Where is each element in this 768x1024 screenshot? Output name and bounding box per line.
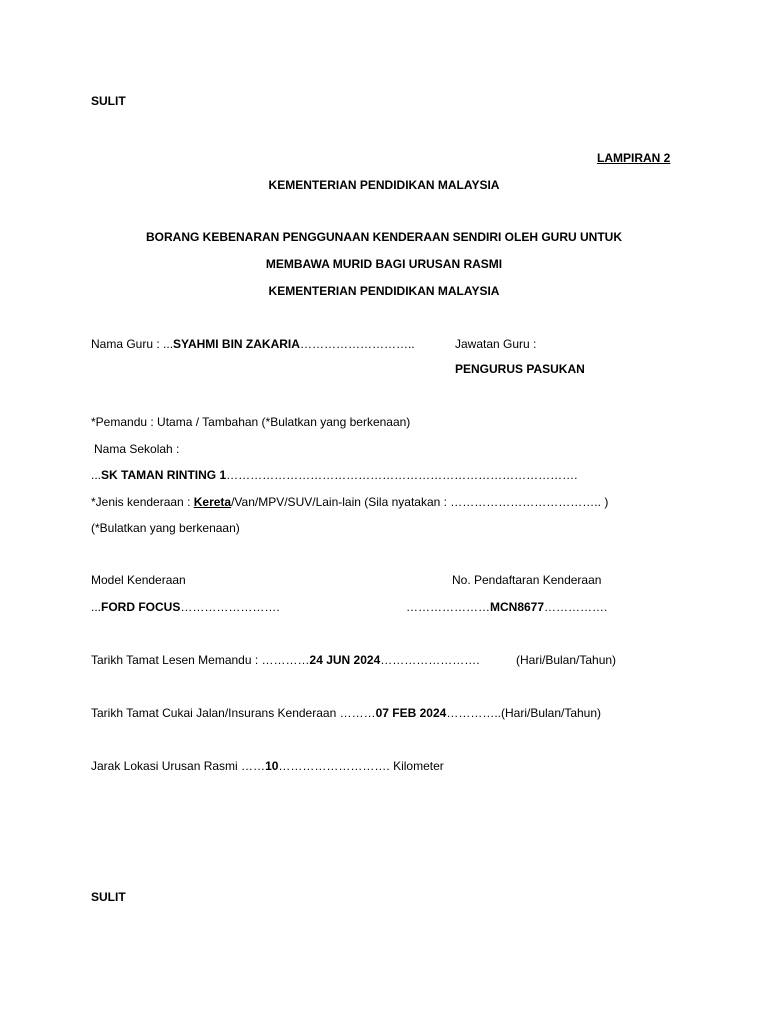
pemandu-row: *Pemandu : Utama / Tambahan (*Bulatkan yang berkenaan) (91, 415, 411, 429)
tarikh-cukai-format: …………..(Hari/Bulan/Tahun) (446, 706, 602, 720)
header-confidential-mark: SULIT (91, 94, 126, 108)
jarak-value: 10 (265, 759, 279, 773)
ministry-heading: KEMENTERIAN PENDIDIKAN MALAYSIA (268, 178, 500, 192)
no-pendaftaran-value: MCN8677 (490, 600, 545, 614)
nama-sekolah-dots: ……………………………………………………………………………. (226, 468, 578, 482)
nama-sekolah-row (91, 468, 577, 482)
jarak-unit: ………………………. Kilometer (278, 759, 444, 773)
tarikh-lesen-row (91, 653, 480, 667)
form-title-line-2: MEMBAWA MURID BAGI URUSAN RASMI (265, 257, 503, 271)
tarikh-cukai-row (91, 706, 601, 720)
nama-sekolah-value: SK TAMAN RINTING 1 (101, 468, 227, 482)
jarak-label: Jarak Lokasi Urusan Rasmi …… (91, 759, 266, 773)
tarikh-lesen-value: 24 JUN 2024 (309, 653, 381, 667)
tarikh-cukai-value: 07 FEB 2024 (375, 706, 447, 720)
model-kenderaan-value: FORD FOCUS (101, 600, 181, 614)
jenis-kenderaan-label: *Jenis kenderaan : (91, 495, 194, 509)
footer-confidential-mark: SULIT (91, 890, 126, 904)
jenis-kenderaan-row (91, 495, 608, 509)
lampiran-label: LAMPIRAN 2 (597, 151, 671, 165)
jawatan-guru-value: PENGURUS PASUKAN (455, 362, 585, 376)
tarikh-lesen-format: (Hari/Bulan/Tahun) (516, 653, 617, 667)
model-kenderaan-prefix: ... (91, 600, 102, 614)
nama-sekolah-label: Nama Sekolah : (94, 442, 180, 456)
model-kenderaan-label: Model Kenderaan (91, 573, 186, 587)
jenis-kenderaan-selected: Kereta (193, 495, 232, 509)
tarikh-cukai-label: Tarikh Tamat Cukai Jalan/Insurans Kenderaan ……… (91, 706, 376, 720)
form-title-line-3: KEMENTERIAN PENDIDIKAN MALAYSIA (268, 284, 500, 298)
jenis-kenderaan-note: (*Bulatkan yang berkenaan) (91, 521, 240, 535)
tarikh-lesen-label: Tarikh Tamat Lesen Memandu : ………… (91, 653, 310, 667)
no-pendaftaran-label: No. Pendaftaran Kenderaan (452, 573, 602, 587)
nama-sekolah-prefix: ... (91, 468, 102, 482)
nama-guru-value: SYAHMI BIN ZAKARIA (173, 337, 300, 351)
nama-guru-row (91, 337, 415, 351)
jenis-kenderaan-options: /Van/MPV/SUV/Lain-lain (Sila nyatakan : ……………………………….. ) (231, 495, 609, 509)
model-kenderaan-dots: ……………………. (180, 600, 280, 614)
no-pendaftaran-dots: ……………. (544, 600, 608, 614)
nama-guru-dots: ……………………….. (299, 337, 415, 351)
jarak-row (91, 759, 444, 773)
form-title-line-1: BORANG KEBENARAN PENGGUNAAN KENDERAAN SENDIRI OLEH GURU UNTUK (145, 230, 622, 244)
no-pendaftaran-prefix: ………………… (406, 600, 490, 614)
jawatan-guru-label: Jawatan Guru : (455, 337, 537, 351)
model-kenderaan-row (91, 600, 280, 614)
tarikh-lesen-dots: ……………………. (380, 653, 480, 667)
nama-guru-label: Nama Guru : ... (91, 337, 174, 351)
no-pendaftaran-row (406, 600, 607, 614)
